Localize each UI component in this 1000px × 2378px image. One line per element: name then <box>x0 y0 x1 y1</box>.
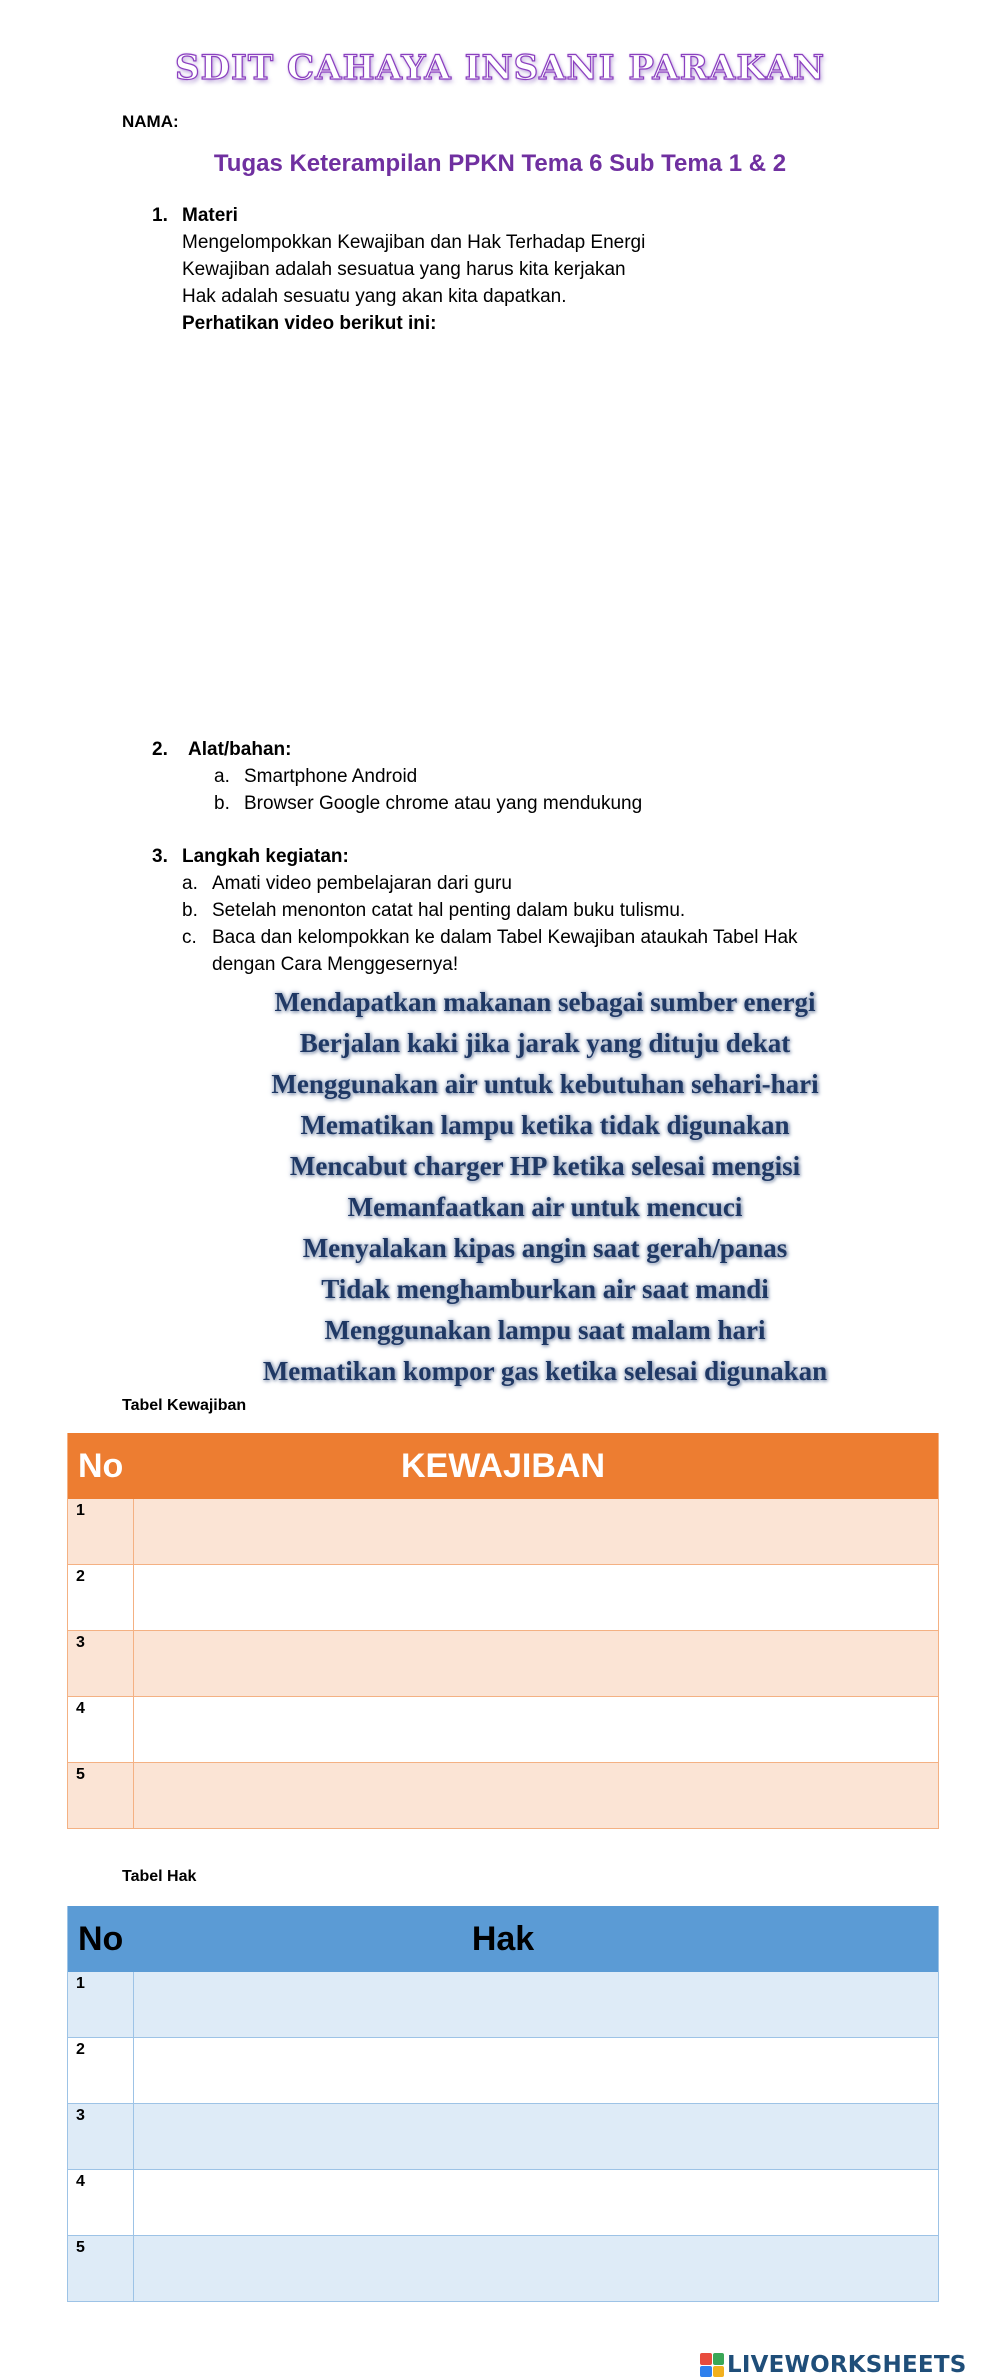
table-hak <box>67 1906 939 2302</box>
table-row <box>68 1763 938 1829</box>
list-item: b. Setelah menonton catat hal penting dalam buku tulismu. <box>182 900 686 921</box>
list-item: a. Amati video pembelajaran dari guru <box>182 873 512 894</box>
drop-cell[interactable] <box>134 2170 938 2235</box>
row-number: 2 <box>68 1565 134 1630</box>
row-number: 4 <box>68 2170 134 2235</box>
column-header-no: No <box>78 1446 124 1485</box>
table-row <box>68 2038 938 2104</box>
section-heading: Materi <box>182 205 238 226</box>
materi-line: Kewajiban adalah sesuatua yang harus kita kerjakan <box>182 259 626 280</box>
table-kewajiban <box>67 1433 939 1829</box>
drop-cell[interactable] <box>134 2104 938 2169</box>
row-number: 5 <box>68 2236 134 2301</box>
table-header <box>68 1906 938 1972</box>
row-number: 1 <box>68 1972 134 2037</box>
draggable-statement[interactable]: Mematikan kompor gas ketika selesai digunakan <box>262 1356 828 1386</box>
drop-cell[interactable] <box>134 1972 938 2037</box>
table-row <box>68 1697 938 1763</box>
row-number: 2 <box>68 2038 134 2103</box>
column-header-kewajiban: KEWAJIBAN <box>400 1446 606 1485</box>
table-row <box>68 2170 938 2236</box>
section-heading: Alat/bahan: <box>188 739 292 760</box>
list-item-continuation: dengan Cara Menggesernya! <box>212 954 459 975</box>
section-number: 1. <box>152 205 168 226</box>
row-number: 3 <box>68 2104 134 2169</box>
draggable-statement[interactable]: Mendapatkan makanan sebagai sumber energi <box>274 987 816 1017</box>
drop-cell[interactable] <box>134 2038 938 2103</box>
list-item: c. Baca dan kelompokkan ke dalam Tabel Kewajiban ataukah Tabel Hak <box>182 927 798 948</box>
table-row <box>68 1499 938 1565</box>
drop-cell[interactable] <box>134 2236 938 2301</box>
column-header-hak: Hak <box>471 1919 535 1958</box>
drop-cell[interactable] <box>134 1763 938 1828</box>
table-row <box>68 1972 938 2038</box>
section-number: 2. <box>152 739 168 760</box>
list-item: a. Smartphone Android <box>214 766 418 787</box>
nama-label: NAMA: <box>122 112 179 131</box>
drop-cell[interactable] <box>134 1499 938 1564</box>
table-header <box>68 1433 938 1499</box>
draggable-statement[interactable]: Mencabut charger HP ketika selesai mengisi <box>289 1151 801 1181</box>
table-row <box>68 2236 938 2302</box>
drop-cell[interactable] <box>134 1565 938 1630</box>
video-prompt: Perhatikan video berikut ini: <box>182 313 437 334</box>
table-row <box>68 1631 938 1697</box>
row-number: 4 <box>68 1697 134 1762</box>
list-item: b. Browser Google chrome atau yang mendukung <box>214 793 643 814</box>
section-materi <box>152 202 645 337</box>
table-row <box>68 1565 938 1631</box>
section-langkah-kegiatan <box>152 843 798 978</box>
drop-cell[interactable] <box>134 1697 938 1762</box>
table-row <box>68 2104 938 2170</box>
school-title: SDIT CAHAYA INSANI PARAKAN <box>174 48 826 88</box>
draggable-statement[interactable]: Berjalan kaki jika jarak yang dituju dekat <box>299 1028 791 1058</box>
draggable-statement[interactable]: Memanfaatkan air untuk mencuci <box>347 1192 743 1222</box>
draggable-statement[interactable]: Tidak menghamburkan air saat mandi <box>321 1274 769 1304</box>
materi-line: Mengelompokkan Kewajiban dan Hak Terhadap Energi <box>182 232 646 253</box>
liveworksheets-brand[interactable] <box>700 2352 1000 2378</box>
task-title: Tugas Keterampilan PPKN Tema 6 Sub Tema 1 & 2 <box>213 150 787 177</box>
section-heading: Langkah kegiatan: <box>182 846 349 867</box>
section-number: 3. <box>152 846 168 867</box>
section-alat-bahan <box>152 736 642 817</box>
row-number: 5 <box>68 1763 134 1828</box>
row-number: 1 <box>68 1499 134 1564</box>
column-header-no: No <box>78 1919 124 1958</box>
liveworksheets-logo-icon <box>700 2353 724 2377</box>
table-caption-kewajiban: Tabel Kewajiban <box>122 1397 247 1414</box>
materi-line: Hak adalah sesuatu yang akan kita dapatkan. <box>182 286 567 307</box>
row-number: 3 <box>68 1631 134 1696</box>
draggable-statement[interactable]: Mematikan lampu ketika tidak digunakan <box>300 1110 790 1140</box>
draggable-statement[interactable]: Menggunakan lampu saat malam hari <box>324 1315 766 1345</box>
video-embed-area[interactable] <box>180 345 780 715</box>
draggable-statement[interactable]: Menggunakan air untuk kebutuhan sehari-hari <box>271 1069 819 1099</box>
table-caption-hak: Tabel Hak <box>122 1868 197 1885</box>
draggable-statement[interactable]: Menyalakan kipas angin saat gerah/panas <box>302 1233 788 1263</box>
word-bank <box>150 982 940 1392</box>
drop-cell[interactable] <box>134 1631 938 1696</box>
brand-text: LIVEWORKSHEETS <box>727 2352 967 2378</box>
